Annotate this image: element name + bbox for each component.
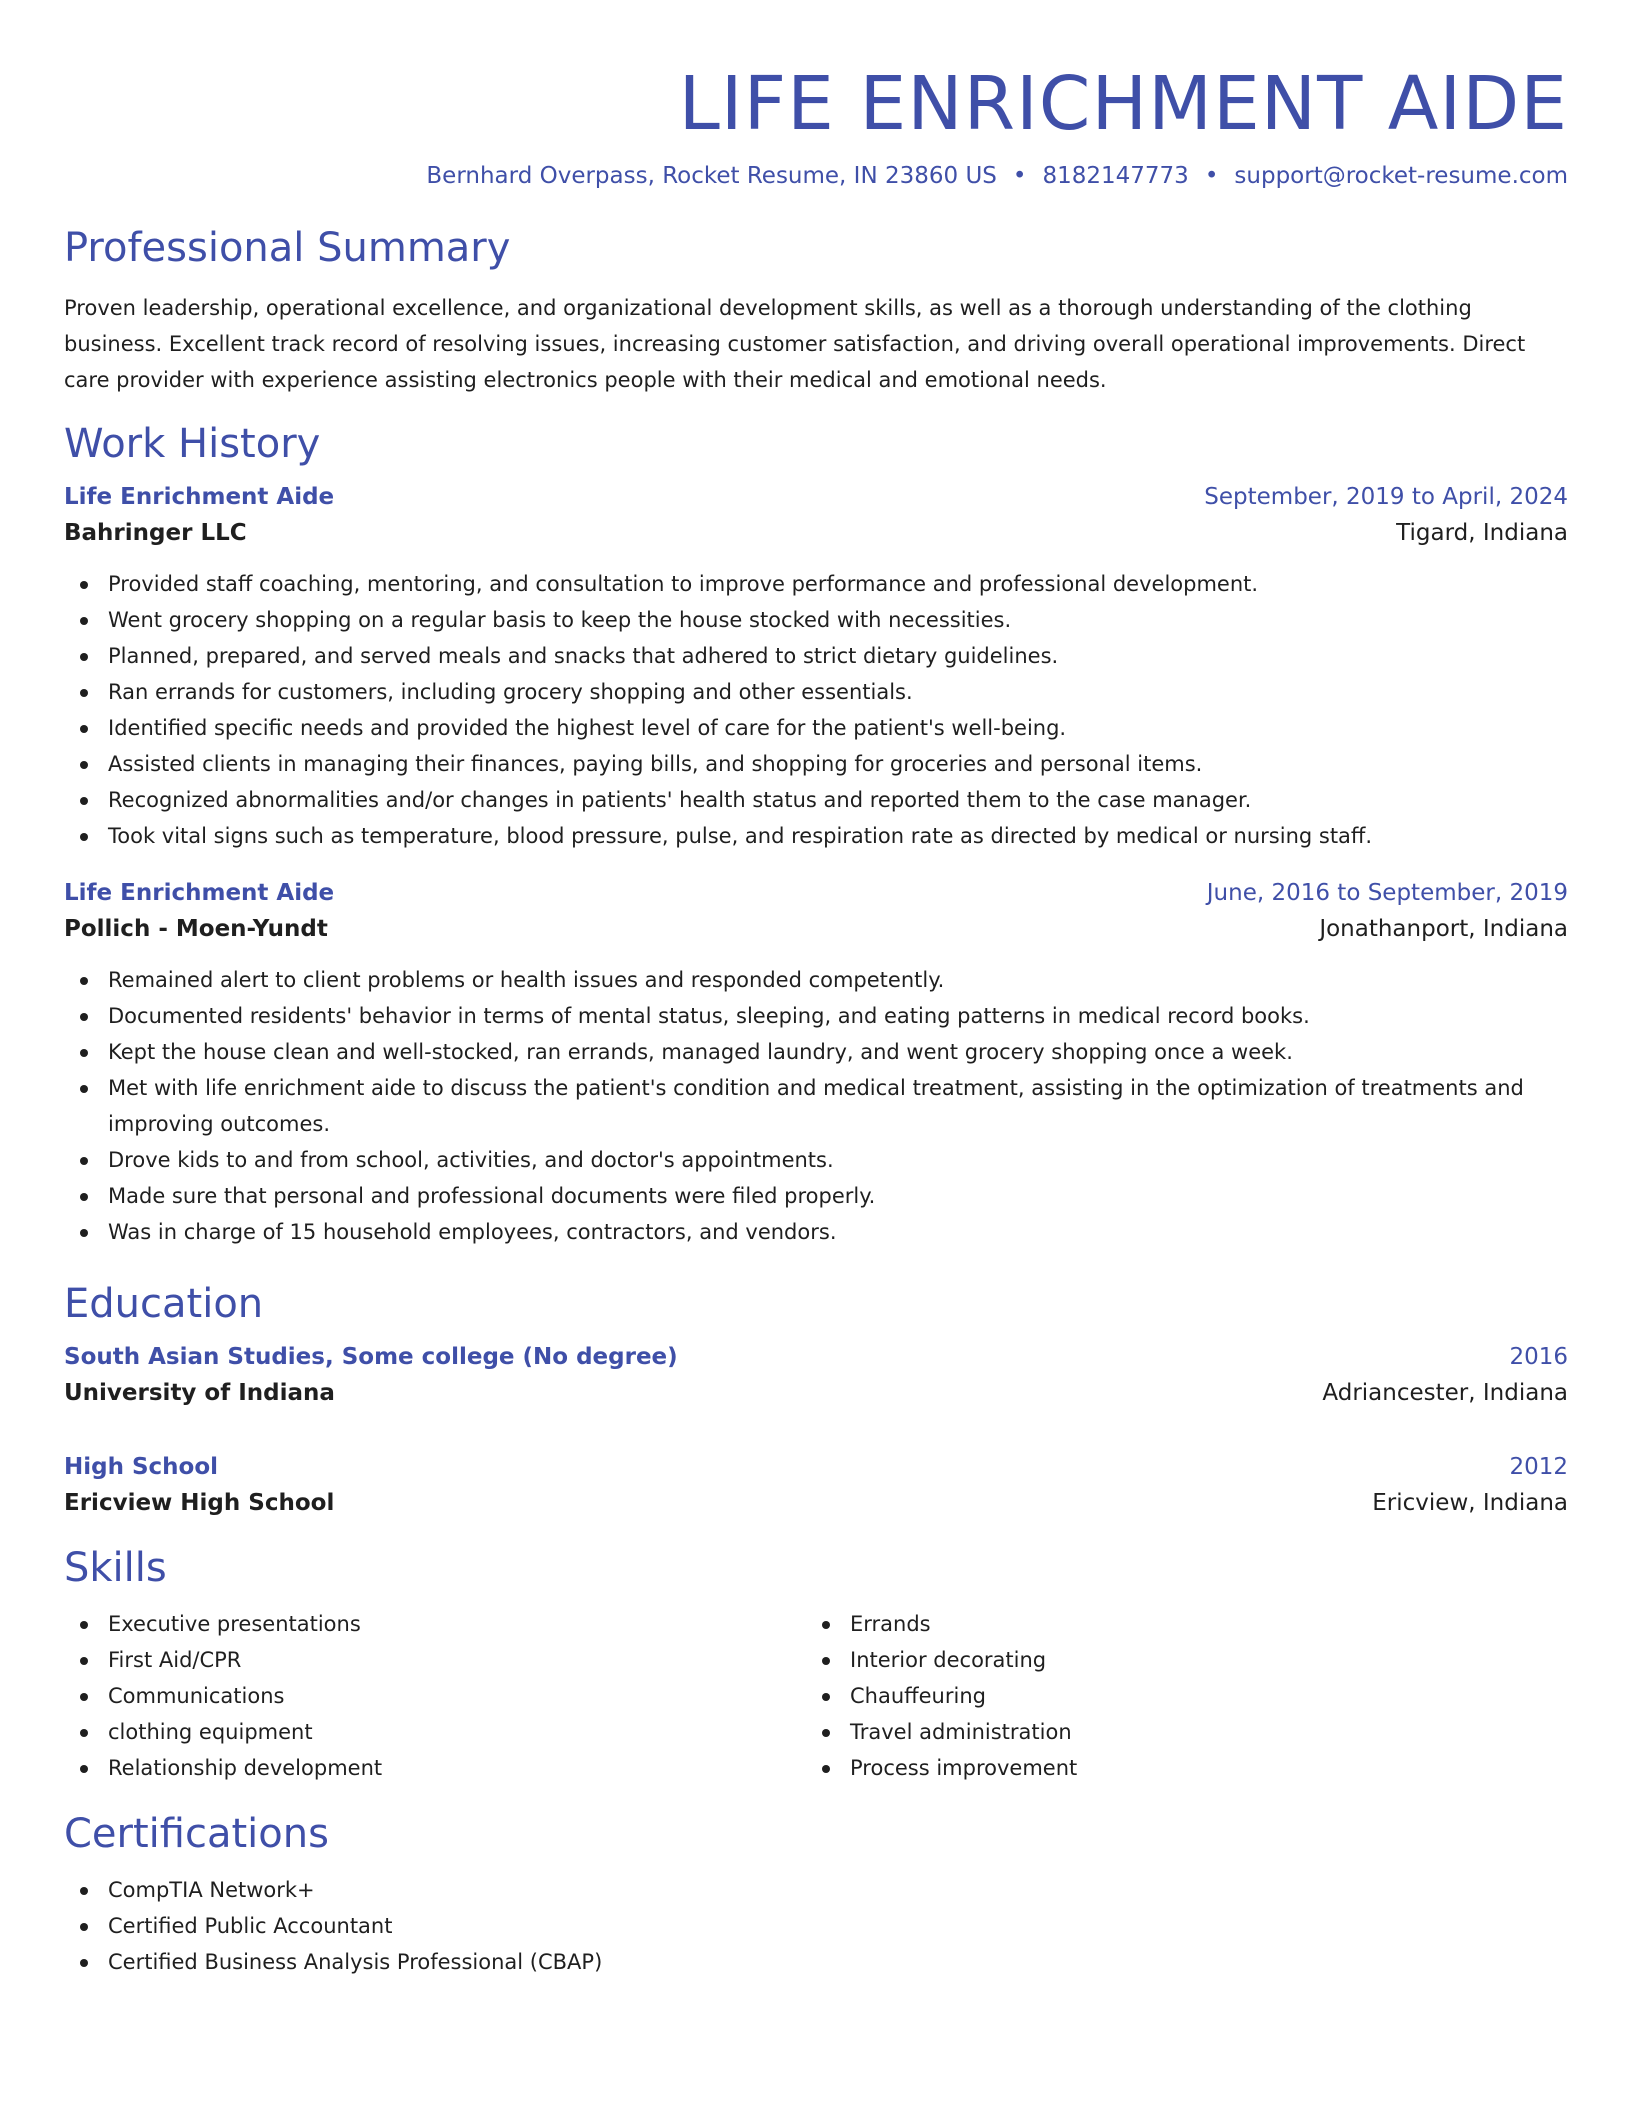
section-title-work-history: Work History [64, 421, 321, 467]
company-name: Bahringer LLC [64, 520, 247, 546]
list-item: Ran errands for customers, including grocery shopping and other essentials. [64, 674, 1568, 710]
list-item: Recognized abnormalities and/or changes in patients' health status and reported them to the case manager. [64, 782, 1568, 818]
list-item: Relationship development [64, 1750, 806, 1786]
contact-separator: • [1012, 163, 1027, 189]
contact-line [64, 160, 1568, 192]
skills-list-right [806, 1606, 1548, 1786]
job-title: Life Enrichment Aide [64, 484, 335, 510]
education-entry [64, 1450, 1568, 1522]
contact-phone: 8182147773 [1042, 163, 1189, 189]
skills-grid [64, 1606, 1568, 1786]
job-bullets [64, 566, 1568, 854]
skills-list-left [64, 1606, 806, 1786]
school-location: Ericview, Indiana [1372, 1490, 1568, 1516]
section-title-skills: Skills [64, 1545, 167, 1591]
certifications-list [64, 1872, 1568, 1980]
contact-email: support@rocket-resume.com [1234, 163, 1568, 189]
list-item: Took vital signs such as temperature, blood pressure, pulse, and respiration rate as directed by medical or nursing staff. [64, 818, 1568, 854]
education-year: 2012 [1509, 1454, 1568, 1480]
list-item: Drove kids to and from school, activities, and doctor's appointments. [64, 1142, 1568, 1178]
contact-separator: • [1204, 163, 1219, 189]
list-item: CompTIA Network+ [64, 1872, 1568, 1908]
list-item: clothing equipment [64, 1714, 806, 1750]
education-entry-subheader [64, 1374, 1568, 1412]
list-item: Communications [64, 1678, 806, 1714]
resume-header [64, 0, 1568, 192]
list-item: Certified Public Accountant [64, 1908, 1568, 1944]
list-item: Chauffeuring [806, 1678, 1548, 1714]
education-entry-header [64, 1450, 1568, 1484]
list-item: Made sure that personal and professional documents were filed properly. [64, 1178, 1568, 1214]
job-title: Life Enrichment Aide [64, 880, 335, 906]
education-section [64, 1278, 1568, 1522]
list-item: Errands [806, 1606, 1548, 1642]
list-item: Remained alert to client problems or health issues and responded competently. [64, 962, 1568, 998]
job-location: Jonathanport, Indiana [1319, 916, 1568, 942]
degree-name: High School [64, 1454, 219, 1480]
list-item: Executive presentations [64, 1606, 806, 1642]
list-item: Met with life enrichment aide to discuss the patient's condition and medical treatment, assisting in the optimization of treatments and improving outcomes. [64, 1070, 1568, 1142]
certifications-section [64, 1808, 1568, 1980]
list-item: Kept the house clean and well-stocked, ran errands, managed laundry, and went grocery shopping once a week. [64, 1034, 1568, 1070]
list-item: Assisted clients in managing their finances, paying bills, and shopping for groceries and personal items. [64, 746, 1568, 782]
list-item: Went grocery shopping on a regular basis to keep the house stocked with necessities. [64, 602, 1568, 638]
skills-section [64, 1542, 1568, 1786]
work-entry [64, 876, 1568, 1250]
job-dates: June, 2016 to September, 2019 [1206, 880, 1568, 906]
list-item: Process improvement [806, 1750, 1548, 1786]
job-location: Tigard, Indiana [1396, 520, 1568, 546]
contact-address: Bernhard Overpass, Rocket Resume, IN 23860 US [426, 163, 997, 189]
summary-section [64, 222, 1568, 398]
section-title-certifications: Certifications [64, 1811, 329, 1857]
list-item: Provided staff coaching, mentoring, and consultation to improve performance and professional development. [64, 566, 1568, 602]
list-item: Was in charge of 15 household employees, contractors, and vendors. [64, 1214, 1568, 1250]
job-dates: September, 2019 to April, 2024 [1204, 484, 1568, 510]
education-entry-header [64, 1340, 1568, 1374]
education-entry [64, 1340, 1568, 1412]
work-entry [64, 480, 1568, 854]
education-entry-subheader [64, 1484, 1568, 1522]
list-item: First Aid/CPR [64, 1642, 806, 1678]
work-entry-subheader [64, 910, 1568, 948]
list-item: Documented residents' behavior in terms of mental status, sleeping, and eating patterns in medical record books. [64, 998, 1568, 1034]
work-entry-header [64, 876, 1568, 910]
section-title-education: Education [64, 1281, 264, 1327]
education-year: 2016 [1509, 1344, 1568, 1370]
work-entry-header [64, 480, 1568, 514]
resume-title: LIFE ENRICHMENT AIDE [678, 61, 1568, 147]
degree-name: South Asian Studies, Some college (No degree) [64, 1344, 678, 1370]
section-title-summary: Professional Summary [64, 225, 511, 271]
school-name: Ericview High School [64, 1490, 335, 1516]
list-item: Interior decorating [806, 1642, 1548, 1678]
company-name: Pollich - Moen-Yundt [64, 916, 328, 942]
list-item: Identified specific needs and provided the highest level of care for the patient's well-being. [64, 710, 1568, 746]
work-entry-subheader [64, 514, 1568, 552]
school-location: Adriancester, Indiana [1322, 1380, 1568, 1406]
job-bullets [64, 962, 1568, 1250]
school-name: University of Indiana [64, 1380, 335, 1406]
resume-page [64, 0, 1568, 2112]
list-item: Certified Business Analysis Professional (CBAP) [64, 1944, 1568, 1980]
list-item: Travel administration [806, 1714, 1548, 1750]
list-item: Planned, prepared, and served meals and snacks that adhered to strict dietary guidelines. [64, 638, 1568, 674]
summary-text: Proven leadership, operational excellence, and organizational development skills, as well as a thorough understanding of the clothing business. Excellent track record of resolving issues, increasing customer satisfaction, and driving overall operational improvements. Direct care provider with experience assisting electronics people with their medical and emotional needs. [64, 296, 1526, 392]
work-history-section [64, 418, 1568, 1250]
